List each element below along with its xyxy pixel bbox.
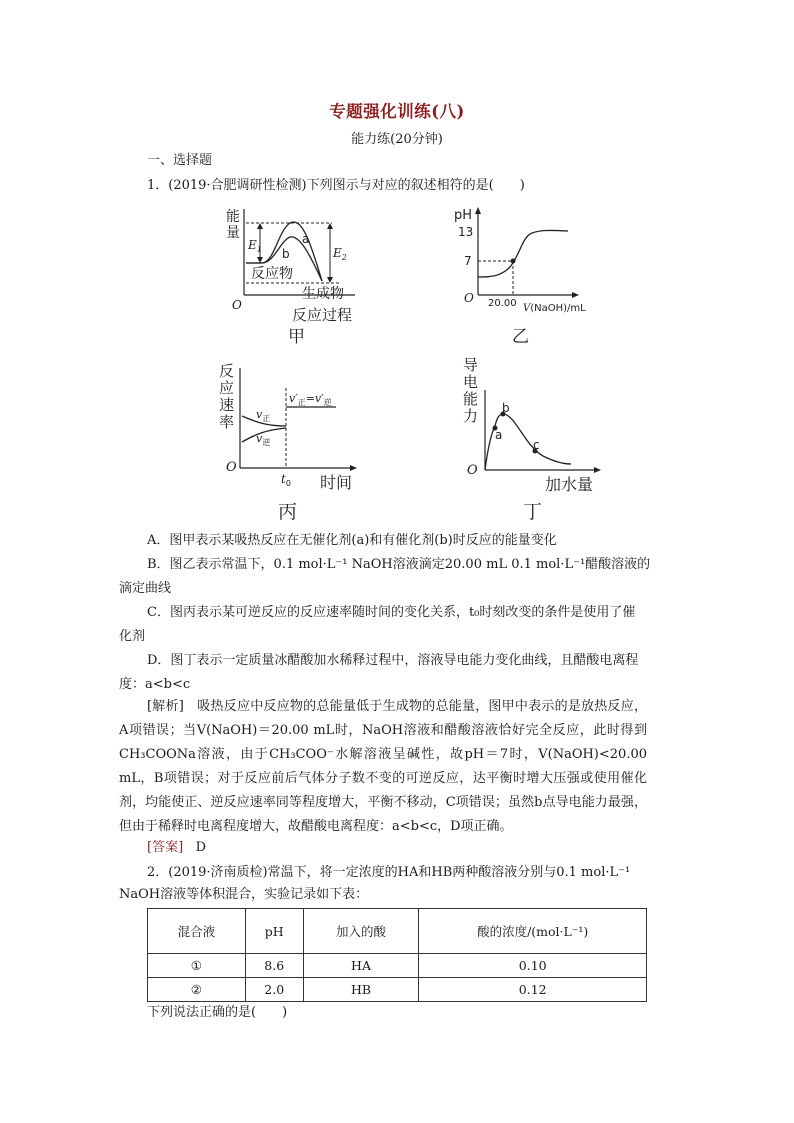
jia-e1-arrowhead-top [257, 223, 263, 229]
q1-option-d-line2: 度：a<b<c [119, 677, 191, 692]
jia-reactant-label: 反应物 [251, 266, 293, 282]
page-subtitle: 能力练(20分钟) [351, 132, 443, 147]
jia-e2-label: $E_2$ [333, 246, 347, 262]
yi-titration-curve [478, 230, 568, 277]
ding-ylabel-1: 导 [463, 356, 479, 374]
figure-jia [222, 205, 382, 345]
table-header-row [148, 909, 647, 954]
ding-ylabel-2: 电 [463, 373, 479, 391]
q1-option-a: A．图甲表示某吸热反应在无催化剂(a)和有催化剂(b)时反应的能量变化 [147, 533, 557, 548]
table-cell: 2.0 [245, 978, 303, 1002]
table-row [148, 978, 647, 1002]
yi-name: 乙 [512, 327, 529, 345]
jia-xlabel: 反应过程 [292, 306, 353, 324]
table-header-cell: 酸的浓度/(mol·L⁻¹) [419, 909, 647, 954]
jia-ylabel-2: 量 [226, 225, 240, 241]
bing-v-reverse-label: $v_逆$ [256, 432, 271, 447]
table-cell: ② [148, 978, 246, 1002]
bing-ylabel-1: 反 [219, 362, 235, 380]
table-cell: 8.6 [245, 954, 303, 978]
table-row [148, 954, 647, 978]
yi-origin: O [464, 291, 474, 305]
section-heading: 一、选择题 [147, 153, 213, 168]
bing-x-arrowhead [350, 465, 357, 471]
q1-answer [147, 837, 206, 858]
ding-label-c: c [533, 438, 540, 452]
jia-e1-arrowhead-bottom [257, 257, 263, 263]
table-cell: 0.12 [419, 978, 647, 1002]
table-cell: HB [303, 978, 419, 1002]
ding-x-arrowhead [594, 467, 601, 473]
yi-y-arrowhead [475, 207, 481, 214]
figure-ding [455, 352, 615, 523]
ding-name: 丁 [523, 501, 543, 523]
bing-name: 丙 [278, 501, 298, 523]
bing-equilibrium-label: $v'_正=v'_逆$ [289, 392, 332, 407]
yi-tick-7: 7 [464, 254, 472, 268]
yi-tick-x: 20.00 [488, 298, 517, 309]
table-header-cell: pH [245, 909, 303, 954]
jia-e1-label: $E_1$ [248, 238, 262, 254]
bing-v-forward-label: $v_正$ [256, 408, 271, 423]
table-header-cell: 加入的酸 [303, 909, 419, 954]
q1-analysis: [解析] 吸热反应中反应物的总能量低于生成物的总能量，图甲中表示的是放热反应，A项错误；当V(NaOH)＝20.00 mL时，NaOH溶液和醋酸溶液恰好完全反应，此时得到CH₃COONa溶液，由于CH₃COO⁻水解溶液呈碱性，故pH＝7时，V(NaOH)<20.00 mL，B项错误；对于反应前后气体分子数不变的可逆反应，达平衡时增大压强或使用催化剂，均能使正、逆反应速率同等程度增大，平衡不移动，C项错误；虽然b点导电能力最强，但由于稀释时电离程度增大，故醋酸电离程度：a<b<c，D项正确。 [119, 699, 647, 834]
q1-option-d-line1: D．图丁表示一定质量冰醋酸加水稀释过程中，溶液导电能力变化曲线，且醋酸电离程 [147, 653, 639, 668]
table-cell: ① [148, 954, 246, 978]
bing-t0-label: $t_0$ [281, 472, 291, 488]
q1-option-c-line1: C．图丙表示某可逆反应的反应速率随时间的变化关系，t₀时刻改变的条件是使用了催 [147, 605, 636, 620]
bing-xlabel: 时间 [320, 473, 353, 492]
page-title: 专题强化训练(八) [329, 102, 465, 121]
yi-x-arrowhead [572, 292, 579, 298]
bing-ylabel-3: 速 [219, 396, 235, 414]
q2-stem-line1: 2．(2019·济南质检)常温下，将一定浓度的HA和HB两种酸溶液分别与0.1 mol·L⁻¹ [147, 865, 631, 880]
jia-ylabel-1: 能 [226, 209, 240, 225]
jia-name: 甲 [288, 327, 305, 345]
table-header-cell: 混合液 [148, 909, 246, 954]
figure-bing [216, 358, 376, 523]
yi-xlabel: V(NaOH)/mL [523, 303, 586, 314]
jia-label-a: a [302, 232, 310, 246]
yi-ylabel: pH [454, 208, 473, 223]
table-cell: HA [303, 954, 419, 978]
ding-conductivity-curve [485, 414, 571, 470]
ding-origin: O [467, 463, 478, 478]
yi-equivalence-point [511, 259, 516, 264]
jia-e2-arrowhead-top [327, 223, 333, 229]
ding-ylabel-4: 力 [463, 407, 479, 425]
q2-prompt: 下列说法正确的是( ) [147, 1005, 288, 1020]
jia-label-b: b [282, 247, 290, 261]
bing-ylabel-4: 率 [219, 413, 235, 431]
figure-yi [450, 205, 610, 345]
jia-product-label: 生成物 [302, 286, 344, 302]
ding-xlabel: 加水量 [545, 475, 594, 494]
table-cell: 0.10 [419, 954, 647, 978]
ding-ylabel-3: 能 [463, 390, 479, 408]
q1-answer-label: [答案] [147, 840, 184, 855]
q1-option-b-line1: B．图乙表示常温下，0.1 mol·L⁻¹ NaOH溶液滴定20.00 mL 0.1 mol·L⁻¹醋酸溶液的 [147, 557, 651, 572]
q1-stem: 1．(2019·合肥调研性检测)下列图示与对应的叙述相符的是( ) [147, 178, 525, 193]
q1-option-b-line2: 滴定曲线 [119, 581, 172, 596]
jia-e2-arrowhead-bottom [327, 277, 333, 283]
ding-label-a: a [495, 428, 503, 442]
jia-origin: O [232, 298, 242, 312]
bing-origin: O [226, 460, 237, 475]
ding-label-b: b [502, 401, 510, 415]
q2-stem-line2: NaOH溶液等体积混合，实验记录如下表： [119, 887, 369, 902]
q2-data-table [147, 908, 647, 1002]
bing-ylabel-2: 应 [219, 379, 235, 397]
q1-option-c-line2: 化剂 [119, 629, 146, 644]
q1-answer-value: D [195, 840, 206, 855]
yi-tick-13: 13 [458, 225, 474, 239]
